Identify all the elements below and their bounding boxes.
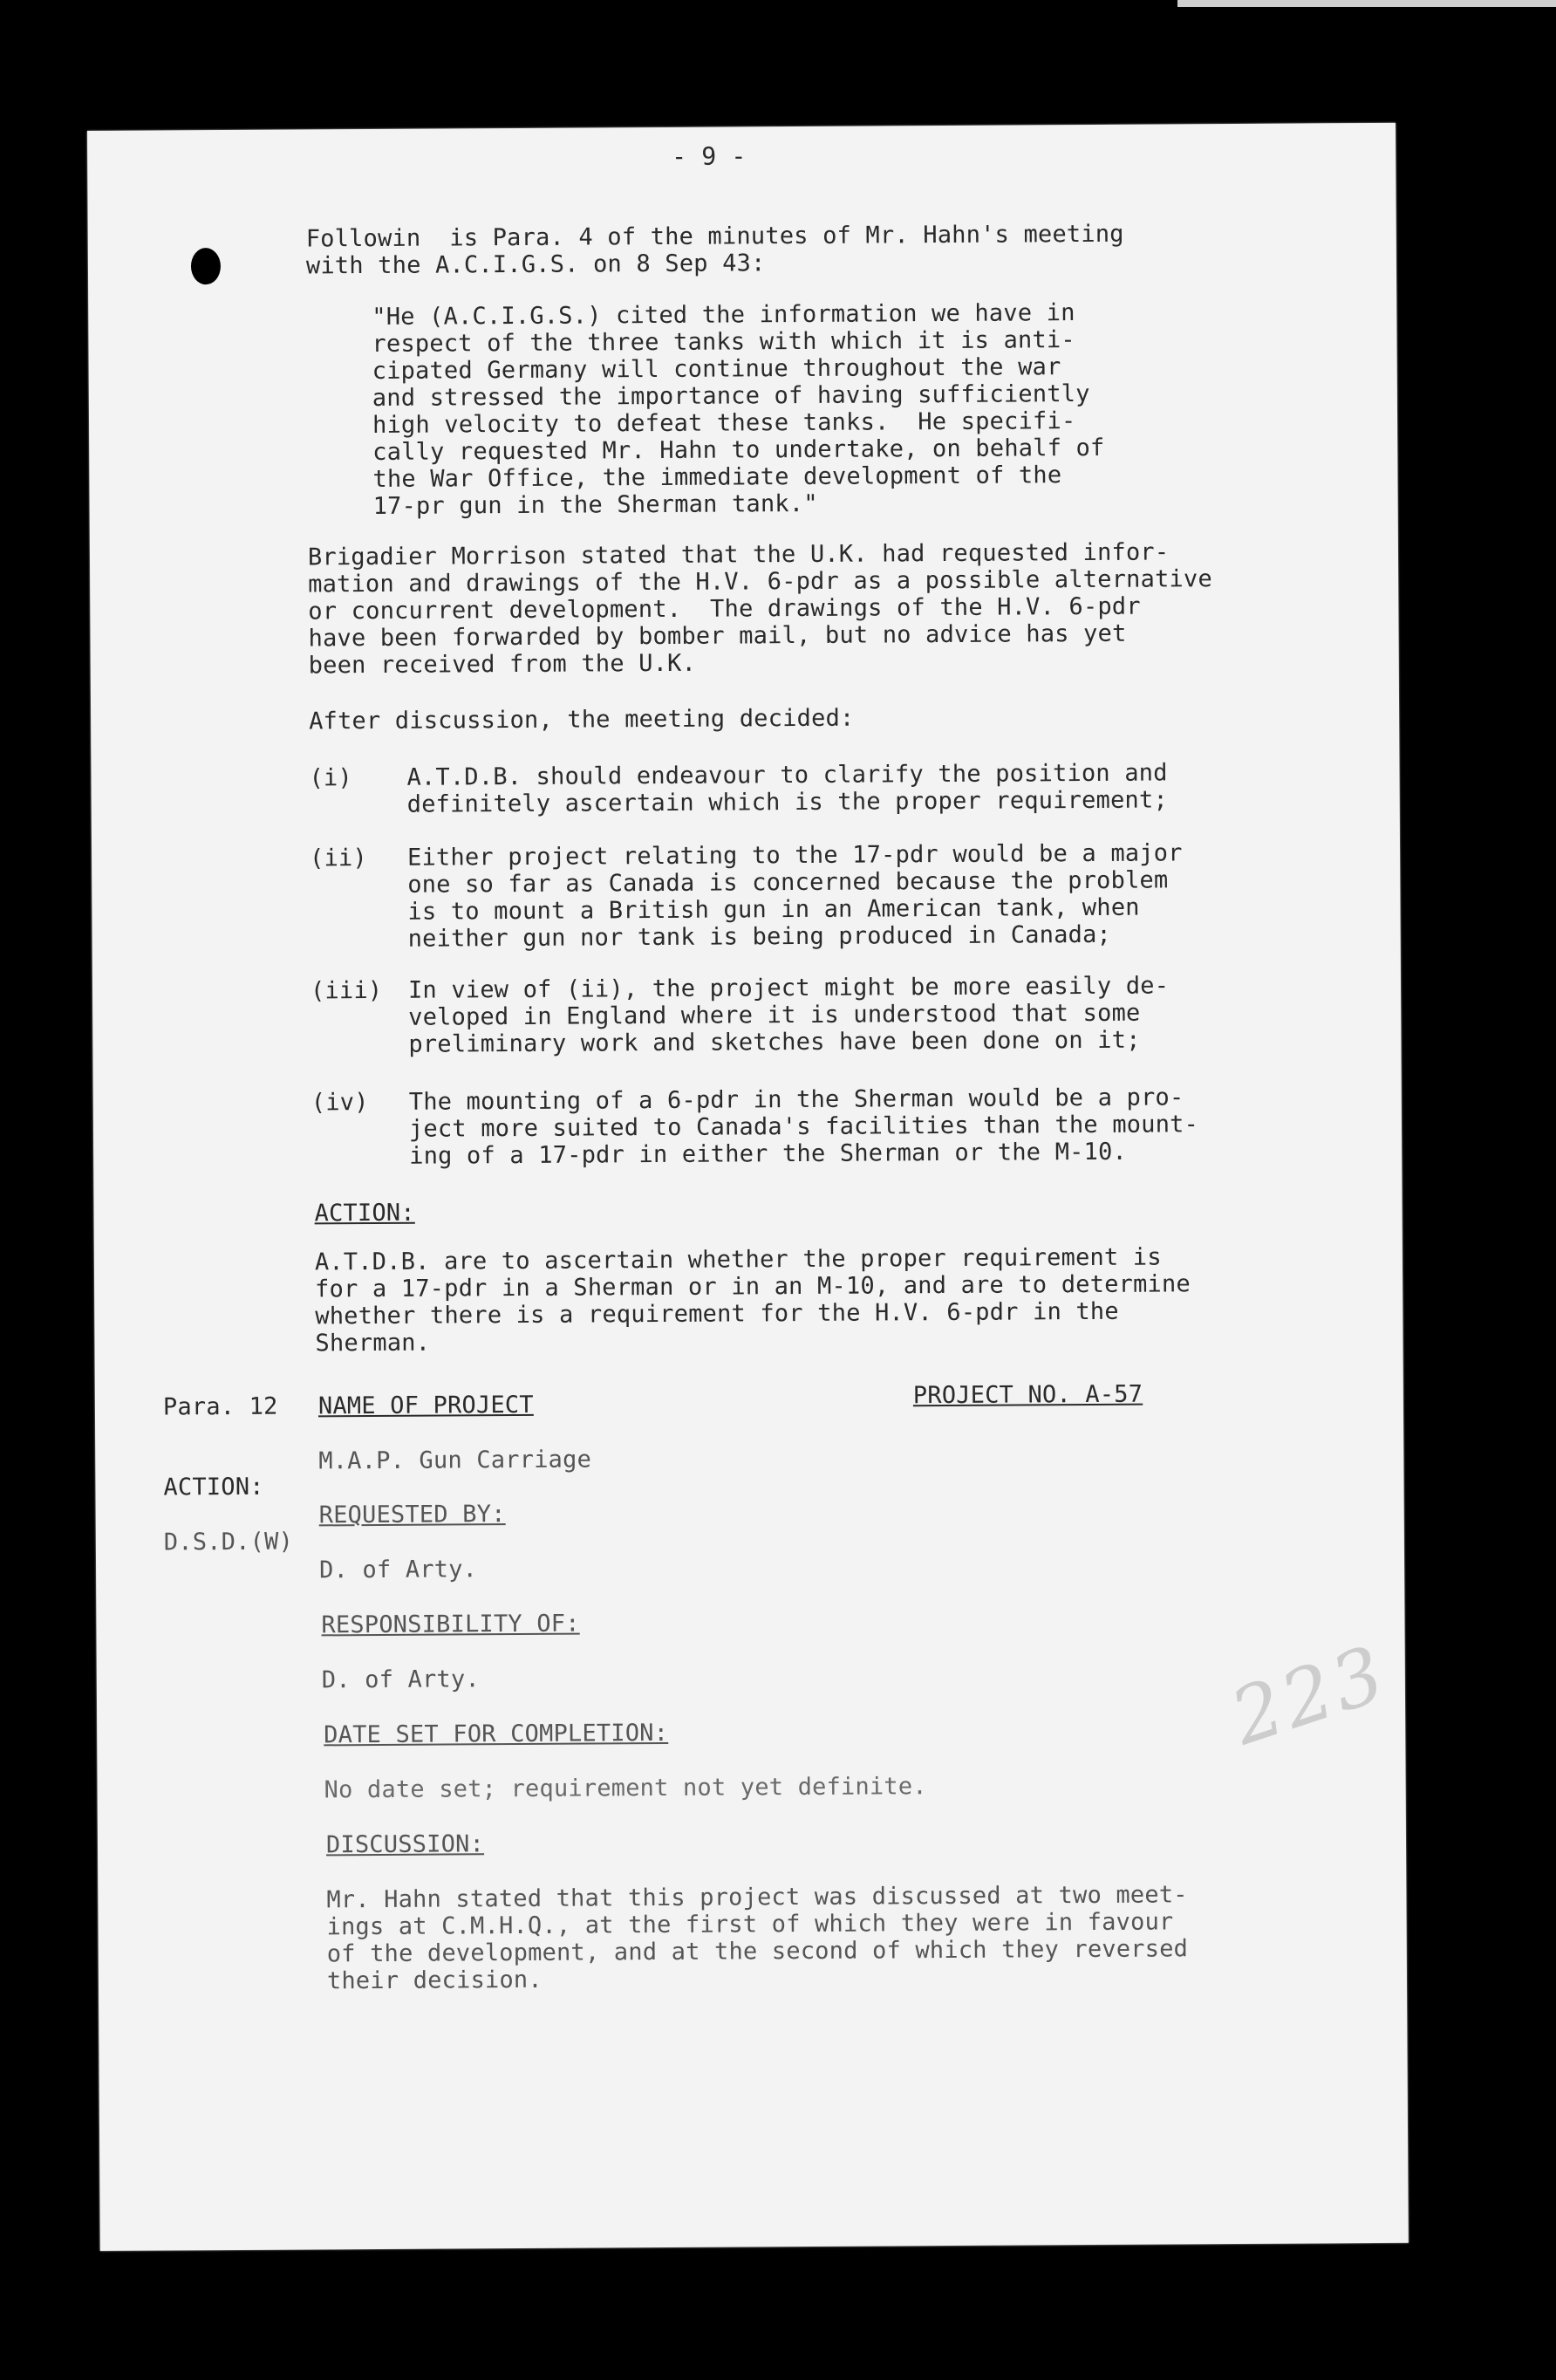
completion-date-heading: DATE SET FOR COMPLETION: [324, 1719, 669, 1749]
completion-date-value: No date set; requirement not yet definite. [324, 1773, 927, 1804]
decision-number: (i) [309, 764, 353, 792]
decision-text: In view of (ii), the project might be more easily de- veloped in England where it is understood that some preliminary work and sketches have been done on it; [407, 972, 1170, 1058]
action-text: A.T.D.B. are to ascertain whether the proper requirement is for a 17-pdr in a Sherman or in an M-10, and are to determine whether there is a requirement for the H.V. 6-pdr in the Sherman. [314, 1243, 1191, 1358]
decision-number: (ii) [310, 845, 368, 872]
requested-by-heading: REQUESTED BY: [318, 1501, 506, 1529]
page-number: - 9 - [672, 141, 747, 171]
punch-hole [191, 248, 221, 284]
intro-paragraph: Followin is Para. 4 of the minutes of Mr. Hahn's meeting with the A.C.I.G.S. on 8 Sep 43: [305, 220, 1124, 280]
morrison-paragraph: Brigadier Morrison stated that the U.K. had requested infor- mation and drawings of the H.V. 6-pdr as a possible alternative or concurrent development. The drawings of the H.V. 6-pdr have been forwarded by bomber mail, but no advice has yet been received from the U.K. [307, 538, 1212, 680]
margin-assigned-label: D.S.D.(W) [163, 1528, 294, 1556]
document-page [87, 123, 1409, 2251]
action-heading: ACTION: [314, 1199, 415, 1228]
responsibility-heading: RESPONSIBILITY OF: [321, 1610, 580, 1639]
decision-intro: After discussion, the meeting decided: [309, 704, 855, 735]
quoted-minutes: "He (A.C.I.G.S.) cited the information we have in respect of the three tanks with which it is anti- cipated Germany will continue throughout the war and stressed the importance of having sufficiently high velocity to defeat these tanks. He specifi- cally requested Mr. Hahn to undertake, on behalf of the War Office, the immediate development of the 17-pr gun in the Sherman tank." [372, 299, 1105, 521]
margin-para-label: Para. 12 [162, 1392, 278, 1421]
discussion-heading: DISCUSSION: [325, 1830, 485, 1859]
project-number: PROJECT NO. A-57 [912, 1380, 1143, 1410]
requested-by-value: D. of Arty. [318, 1556, 478, 1584]
scan-edge-strip [1177, 0, 1556, 7]
decision-text: A.T.D.B. should endeavour to clarify the position and definitely ascertain which is the proper requirement; [406, 759, 1168, 818]
margin-action-label: ACTION: [163, 1473, 264, 1501]
decision-number: (iv) [311, 1089, 369, 1117]
responsibility-value: D. of Arty. [321, 1665, 480, 1694]
decision-text: The mounting of a 6-pdr in the Sherman would be a pro- ject more suited to Canada's facilities than the mount- ing of a 17-pdr in either the Sherman or the M-10. [408, 1084, 1199, 1170]
project-name-heading: NAME OF PROJECT [317, 1391, 534, 1420]
handwritten-folio-number: 223 [1220, 1627, 1398, 1763]
decision-number: (iii) [310, 976, 383, 1005]
decision-text: Either project relating to the 17-pdr would be a major one so far as Canada is concerned because the problem is to mount a British gun in an American tank, when neither gun nor tank is being produced in Canada; [407, 839, 1183, 953]
discussion-text: Mr. Hahn stated that this project was discussed at two meet- ings at C.M.H.Q., at the first of which they were in favour of the development, and at the second of which they reversed their decision. [326, 1881, 1189, 1995]
project-name-value: M.A.P. Gun Carriage [318, 1446, 592, 1475]
